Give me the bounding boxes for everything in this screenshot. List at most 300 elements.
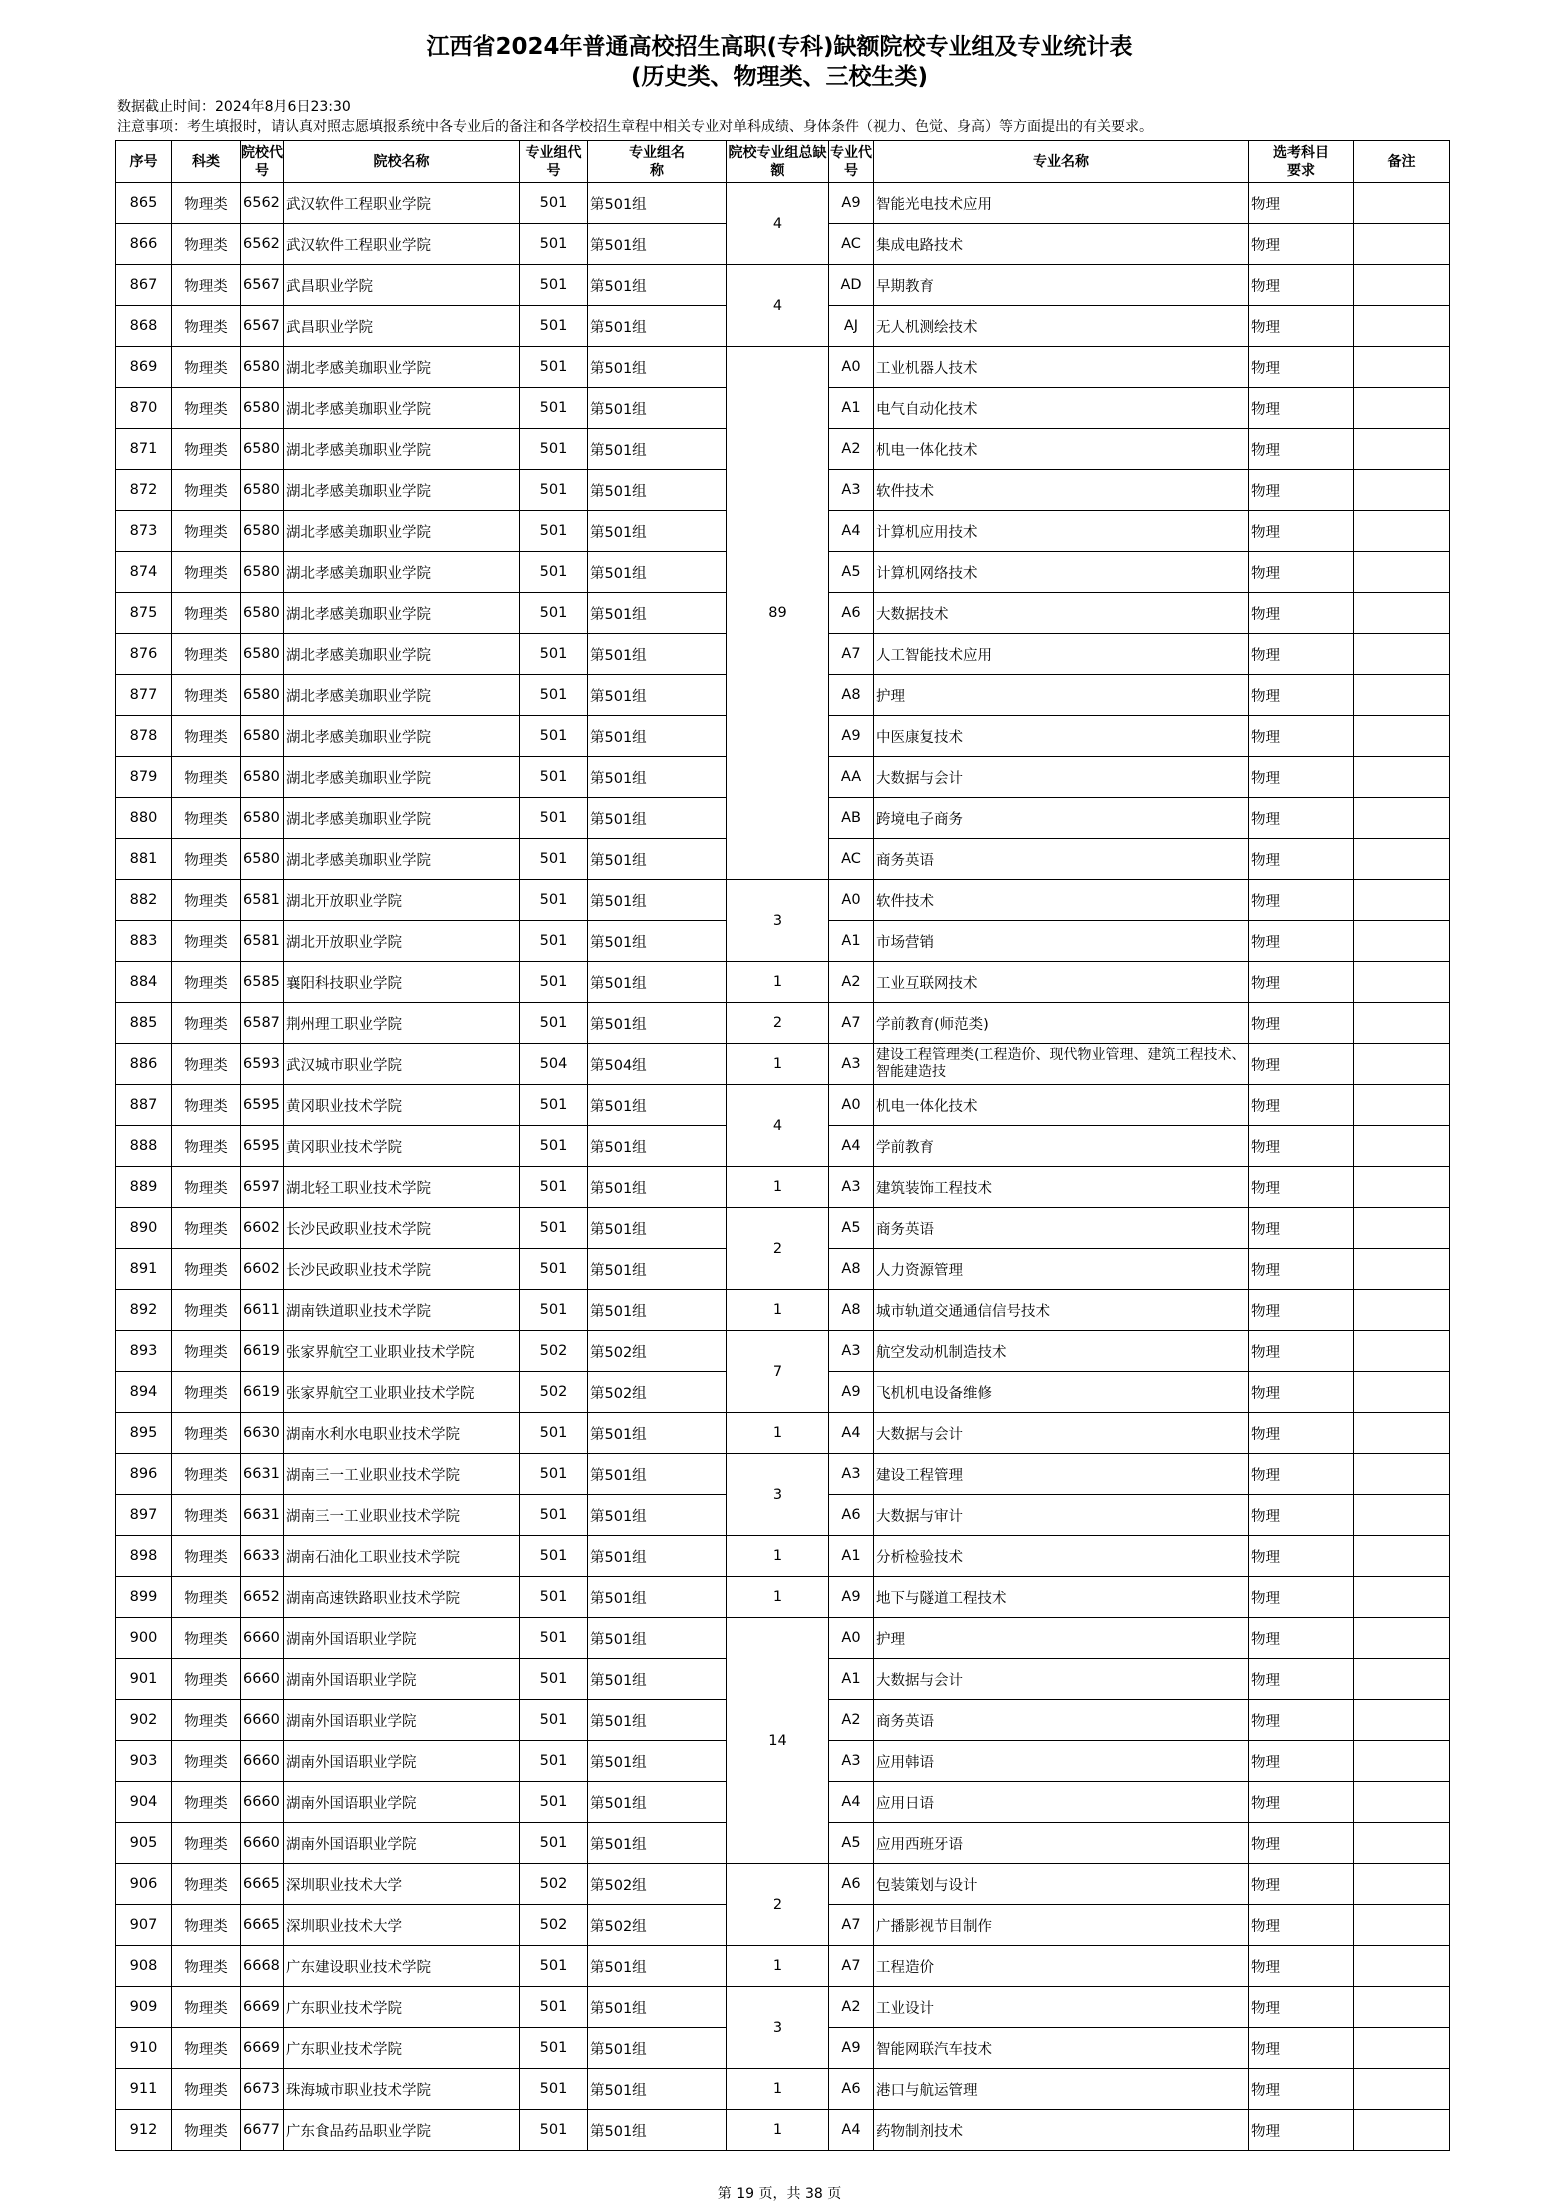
- cell-seq: 877: [116, 675, 172, 716]
- cell-seq: 899: [116, 1577, 172, 1618]
- cell-remarks: [1354, 1536, 1450, 1577]
- cell-group-name: 第501组: [588, 265, 727, 306]
- cell-major-code: A2: [829, 962, 874, 1003]
- cell-major-name: 无人机测绘技术: [874, 306, 1249, 347]
- table-row: [116, 1618, 1450, 1659]
- cell-subject-req: 物理: [1249, 1864, 1354, 1905]
- cell-school-code: 6562: [241, 183, 284, 224]
- cell-major-name: 商务英语: [874, 1208, 1249, 1249]
- cell-remarks: [1354, 2028, 1450, 2069]
- cell-vacancy: 2: [727, 1864, 829, 1946]
- cell-category: 物理类: [172, 593, 241, 634]
- cell-group-name: 第501组: [588, 1290, 727, 1331]
- cell-subject-req: 物理: [1249, 1905, 1354, 1946]
- cell-major-code: A9: [829, 183, 874, 224]
- cell-group-code: 502: [520, 1372, 588, 1413]
- cell-vacancy: 1: [727, 1044, 829, 1085]
- cell-group-code: 501: [520, 716, 588, 757]
- cell-group-name: 第501组: [588, 1782, 727, 1823]
- cell-major-code: A3: [829, 470, 874, 511]
- cell-school-code: 6567: [241, 265, 284, 306]
- cell-group-name: 第501组: [588, 1618, 727, 1659]
- cell-group-code: 501: [520, 552, 588, 593]
- cell-category: 物理类: [172, 306, 241, 347]
- cell-school-code: 6660: [241, 1823, 284, 1864]
- cell-group-name: 第501组: [588, 1700, 727, 1741]
- cell-subject-req: 物理: [1249, 1946, 1354, 1987]
- cell-group-name: 第504组: [588, 1044, 727, 1085]
- cell-subject-req: 物理: [1249, 1577, 1354, 1618]
- cell-subject-req: 物理: [1249, 1987, 1354, 2028]
- table-row: [116, 2069, 1450, 2110]
- cell-school-code: 6567: [241, 306, 284, 347]
- cell-major-name: 商务英语: [874, 1700, 1249, 1741]
- cell-remarks: [1354, 306, 1450, 347]
- cell-school-code: 6660: [241, 1741, 284, 1782]
- cell-vacancy: 4: [727, 183, 829, 265]
- cell-major-code: AD: [829, 265, 874, 306]
- cell-subject-req: 物理: [1249, 2028, 1354, 2069]
- cell-group-name: 第501组: [588, 1946, 727, 1987]
- cell-group-name: 第502组: [588, 1905, 727, 1946]
- cell-seq: 901: [116, 1659, 172, 1700]
- cell-subject-req: 物理: [1249, 1413, 1354, 1454]
- cell-vacancy: 3: [727, 880, 829, 962]
- cell-remarks: [1354, 757, 1450, 798]
- cell-group-code: 501: [520, 634, 588, 675]
- cell-remarks: [1354, 1413, 1450, 1454]
- cell-subject-req: 物理: [1249, 880, 1354, 921]
- cell-major-code: A4: [829, 1126, 874, 1167]
- cell-school-code: 6580: [241, 675, 284, 716]
- cell-group-code: 501: [520, 183, 588, 224]
- cell-group-code: 501: [520, 224, 588, 265]
- cell-group-code: 501: [520, 1987, 588, 2028]
- cell-seq: 903: [116, 1741, 172, 1782]
- cell-remarks: [1354, 347, 1450, 388]
- cell-school-name: 广东建设职业技术学院: [284, 1946, 520, 1987]
- page-footer: 第 19 页，共 38 页: [717, 2186, 842, 2202]
- cell-school-name: 湖北孝感美珈职业学院: [284, 839, 520, 880]
- cell-subject-req: 物理: [1249, 1208, 1354, 1249]
- cell-subject-req: 物理: [1249, 1823, 1354, 1864]
- cell-major-code: A1: [829, 1536, 874, 1577]
- cell-major-code: A7: [829, 634, 874, 675]
- cell-group-code: 501: [520, 757, 588, 798]
- cell-seq: 896: [116, 1454, 172, 1495]
- table-row: [116, 1167, 1450, 1208]
- cell-major-name: 跨境电子商务: [874, 798, 1249, 839]
- cell-remarks: [1354, 1495, 1450, 1536]
- cell-major-name: 机电一体化技术: [874, 429, 1249, 470]
- cell-seq: 898: [116, 1536, 172, 1577]
- header-remarks: 备注: [1354, 141, 1450, 183]
- cell-school-code: 6669: [241, 1987, 284, 2028]
- cell-group-name: 第501组: [588, 347, 727, 388]
- cell-major-code: A6: [829, 2069, 874, 2110]
- cell-school-name: 湖北孝感美珈职业学院: [284, 552, 520, 593]
- cell-group-name: 第501组: [588, 675, 727, 716]
- cell-school-code: 6669: [241, 2028, 284, 2069]
- cell-seq: 906: [116, 1864, 172, 1905]
- cell-vacancy: 2: [727, 1003, 829, 1044]
- cell-major-code: A4: [829, 511, 874, 552]
- cell-major-code: A6: [829, 593, 874, 634]
- cell-seq: 873: [116, 511, 172, 552]
- cell-major-name: 软件技术: [874, 880, 1249, 921]
- cell-school-code: 6611: [241, 1290, 284, 1331]
- cell-group-code: 501: [520, 388, 588, 429]
- cell-group-name: 第501组: [588, 1249, 727, 1290]
- cell-school-name: 湖南铁道职业技术学院: [284, 1290, 520, 1331]
- cell-group-code: 501: [520, 1208, 588, 1249]
- cell-major-code: A1: [829, 1659, 874, 1700]
- cell-school-name: 武昌职业学院: [284, 306, 520, 347]
- notice-text: 注意事项：考生填报时，请认真对照志愿填报系统中各专业后的备注和各学校招生章程中相关专业对单科成绩、身体条件（视力、色觉、身高）等方面提出的有关要求。: [117, 119, 1153, 135]
- cell-seq: 897: [116, 1495, 172, 1536]
- cell-subject-req: 物理: [1249, 757, 1354, 798]
- cell-major-name: 应用西班牙语: [874, 1823, 1249, 1864]
- cell-group-name: 第501组: [588, 880, 727, 921]
- cell-school-name: 湖北开放职业学院: [284, 880, 520, 921]
- header-vacancy: 院校专业组总缺额: [727, 141, 829, 183]
- cell-school-name: 珠海城市职业技术学院: [284, 2069, 520, 2110]
- header-group-code: 专业组代号: [520, 141, 588, 183]
- cell-school-code: 6660: [241, 1659, 284, 1700]
- cell-school-code: 6665: [241, 1905, 284, 1946]
- cell-major-name: 工业互联网技术: [874, 962, 1249, 1003]
- cell-remarks: [1354, 962, 1450, 1003]
- cell-remarks: [1354, 1946, 1450, 1987]
- cell-seq: 882: [116, 880, 172, 921]
- cell-seq: 895: [116, 1413, 172, 1454]
- cell-category: 物理类: [172, 511, 241, 552]
- cell-category: 物理类: [172, 634, 241, 675]
- table-row: [116, 265, 1450, 306]
- table-row: [116, 2110, 1450, 2151]
- cell-school-name: 长沙民政职业技术学院: [284, 1208, 520, 1249]
- cell-major-code: AB: [829, 798, 874, 839]
- cell-school-code: 6631: [241, 1454, 284, 1495]
- cell-remarks: [1354, 675, 1450, 716]
- cell-group-code: 501: [520, 1126, 588, 1167]
- cell-subject-req: 物理: [1249, 1126, 1354, 1167]
- cell-group-code: 502: [520, 1331, 588, 1372]
- cell-group-name: 第501组: [588, 1167, 727, 1208]
- cell-group-name: 第501组: [588, 1577, 727, 1618]
- table-row: [116, 183, 1450, 224]
- cell-category: 物理类: [172, 675, 241, 716]
- cell-subject-req: 物理: [1249, 634, 1354, 675]
- cell-category: 物理类: [172, 429, 241, 470]
- cell-major-code: A0: [829, 347, 874, 388]
- header-major-name: 专业名称: [874, 141, 1249, 183]
- cell-school-code: 6580: [241, 593, 284, 634]
- cell-seq: 867: [116, 265, 172, 306]
- cell-seq: 875: [116, 593, 172, 634]
- header-group-name: 专业组名称: [588, 141, 727, 183]
- cell-seq: 866: [116, 224, 172, 265]
- cell-major-name: 大数据与会计: [874, 757, 1249, 798]
- cell-school-code: 6580: [241, 716, 284, 757]
- cell-subject-req: 物理: [1249, 1331, 1354, 1372]
- cell-category: 物理类: [172, 798, 241, 839]
- cell-school-name: 广东食品药品职业学院: [284, 2110, 520, 2151]
- cell-major-name: 大数据与会计: [874, 1659, 1249, 1700]
- cell-category: 物理类: [172, 1331, 241, 1372]
- cell-group-code: 501: [520, 1003, 588, 1044]
- cell-remarks: [1354, 593, 1450, 634]
- cell-remarks: [1354, 470, 1450, 511]
- cell-group-name: 第501组: [588, 2028, 727, 2069]
- cell-major-name: 学前教育: [874, 1126, 1249, 1167]
- cell-remarks: [1354, 1249, 1450, 1290]
- cell-school-name: 湖北孝感美珈职业学院: [284, 347, 520, 388]
- cell-seq: 869: [116, 347, 172, 388]
- table-row: [116, 347, 1450, 388]
- cell-seq: 911: [116, 2069, 172, 2110]
- cell-category: 物理类: [172, 470, 241, 511]
- cell-subject-req: 物理: [1249, 1454, 1354, 1495]
- cell-seq: 888: [116, 1126, 172, 1167]
- cell-major-code: A6: [829, 1864, 874, 1905]
- cell-major-code: A5: [829, 1208, 874, 1249]
- cell-major-code: A8: [829, 1290, 874, 1331]
- cell-group-name: 第501组: [588, 716, 727, 757]
- cell-group-code: 501: [520, 798, 588, 839]
- table-row: [116, 1536, 1450, 1577]
- cell-seq: 907: [116, 1905, 172, 1946]
- cell-major-name: 人工智能技术应用: [874, 634, 1249, 675]
- cell-remarks: [1354, 265, 1450, 306]
- cell-vacancy: 7: [727, 1331, 829, 1413]
- cell-group-code: 501: [520, 2110, 588, 2151]
- cell-group-name: 第501组: [588, 306, 727, 347]
- cell-group-code: 501: [520, 1659, 588, 1700]
- cell-school-name: 张家界航空工业职业技术学院: [284, 1372, 520, 1413]
- cell-group-name: 第501组: [588, 388, 727, 429]
- cell-major-name: 工程造价: [874, 1946, 1249, 1987]
- table-row: [116, 1454, 1450, 1495]
- table-row: [116, 1331, 1450, 1372]
- cell-major-code: A1: [829, 388, 874, 429]
- cell-school-code: 6597: [241, 1167, 284, 1208]
- cell-group-code: 501: [520, 1536, 588, 1577]
- cell-school-name: 湖南水利水电职业技术学院: [284, 1413, 520, 1454]
- cell-seq: 879: [116, 757, 172, 798]
- cell-category: 物理类: [172, 1946, 241, 1987]
- cell-major-code: A3: [829, 1331, 874, 1372]
- cell-group-name: 第501组: [588, 1536, 727, 1577]
- cell-school-code: 6660: [241, 1700, 284, 1741]
- cell-major-name: 城市轨道交通通信信号技术: [874, 1290, 1249, 1331]
- cell-vacancy: 1: [727, 1536, 829, 1577]
- cell-category: 物理类: [172, 1782, 241, 1823]
- cell-remarks: [1354, 2069, 1450, 2110]
- cell-school-code: 6668: [241, 1946, 284, 1987]
- cell-major-code: A9: [829, 716, 874, 757]
- cell-school-code: 6630: [241, 1413, 284, 1454]
- cell-group-code: 501: [520, 1454, 588, 1495]
- cell-remarks: [1354, 1044, 1450, 1085]
- cell-category: 物理类: [172, 921, 241, 962]
- cell-school-name: 湖南外国语职业学院: [284, 1659, 520, 1700]
- cell-group-name: 第501组: [588, 1823, 727, 1864]
- cell-subject-req: 物理: [1249, 1372, 1354, 1413]
- cell-group-code: 501: [520, 429, 588, 470]
- cell-group-code: 501: [520, 1167, 588, 1208]
- cell-major-code: AJ: [829, 306, 874, 347]
- cell-school-name: 武汉城市职业学院: [284, 1044, 520, 1085]
- cell-category: 物理类: [172, 388, 241, 429]
- vacancy-table: [115, 140, 1450, 2151]
- cell-remarks: [1354, 1454, 1450, 1495]
- cell-seq: 908: [116, 1946, 172, 1987]
- cell-group-code: 501: [520, 880, 588, 921]
- cell-category: 物理类: [172, 1249, 241, 1290]
- table-row: [116, 1864, 1450, 1905]
- cell-major-name: 智能光电技术应用: [874, 183, 1249, 224]
- cell-school-code: 6581: [241, 921, 284, 962]
- cell-subject-req: 物理: [1249, 1495, 1354, 1536]
- cell-school-code: 6580: [241, 511, 284, 552]
- cell-major-name: 航空发动机制造技术: [874, 1331, 1249, 1372]
- cell-group-code: 501: [520, 1413, 588, 1454]
- cell-subject-req: 物理: [1249, 265, 1354, 306]
- cell-major-code: A3: [829, 1741, 874, 1782]
- cell-remarks: [1354, 224, 1450, 265]
- cell-vacancy: 14: [727, 1618, 829, 1864]
- cell-major-code: AC: [829, 839, 874, 880]
- table-row: [116, 962, 1450, 1003]
- cell-group-code: 501: [520, 1782, 588, 1823]
- cell-group-name: 第501组: [588, 183, 727, 224]
- cell-remarks: [1354, 1864, 1450, 1905]
- cell-group-name: 第501组: [588, 593, 727, 634]
- cell-group-code: 501: [520, 1577, 588, 1618]
- cell-vacancy: 1: [727, 1167, 829, 1208]
- cell-remarks: [1354, 1208, 1450, 1249]
- cell-subject-req: 物理: [1249, 1249, 1354, 1290]
- cell-major-name: 分析检验技术: [874, 1536, 1249, 1577]
- cell-subject-req: 物理: [1249, 1003, 1354, 1044]
- cell-subject-req: 物理: [1249, 1167, 1354, 1208]
- cell-seq: 894: [116, 1372, 172, 1413]
- cell-major-name: 商务英语: [874, 839, 1249, 880]
- header-seq: 序号: [116, 141, 172, 183]
- cell-remarks: [1354, 716, 1450, 757]
- cell-group-name: 第502组: [588, 1864, 727, 1905]
- cell-school-code: 6580: [241, 388, 284, 429]
- cell-vacancy: 1: [727, 1946, 829, 1987]
- cell-school-code: 6677: [241, 2110, 284, 2151]
- cell-school-code: 6602: [241, 1249, 284, 1290]
- cell-category: 物理类: [172, 1290, 241, 1331]
- cell-major-name: 护理: [874, 675, 1249, 716]
- cell-major-code: A4: [829, 2110, 874, 2151]
- cell-category: 物理类: [172, 757, 241, 798]
- cell-major-name: 工业设计: [874, 1987, 1249, 2028]
- cell-subject-req: 物理: [1249, 962, 1354, 1003]
- cell-school-name: 湖南外国语职业学院: [284, 1700, 520, 1741]
- cell-remarks: [1354, 839, 1450, 880]
- cell-major-name: 学前教育(师范类): [874, 1003, 1249, 1044]
- cell-school-code: 6619: [241, 1331, 284, 1372]
- cell-major-name: 大数据与审计: [874, 1495, 1249, 1536]
- cell-major-code: A5: [829, 552, 874, 593]
- cell-group-name: 第501组: [588, 1495, 727, 1536]
- cell-remarks: [1354, 880, 1450, 921]
- cell-subject-req: 物理: [1249, 1741, 1354, 1782]
- cell-remarks: [1354, 1167, 1450, 1208]
- cell-category: 物理类: [172, 552, 241, 593]
- cell-major-code: A3: [829, 1044, 874, 1085]
- cell-category: 物理类: [172, 1536, 241, 1577]
- cell-subject-req: 物理: [1249, 552, 1354, 593]
- cell-category: 物理类: [172, 2110, 241, 2151]
- cell-category: 物理类: [172, 1618, 241, 1659]
- table-row: [116, 1413, 1450, 1454]
- cell-remarks: [1354, 511, 1450, 552]
- cell-major-name: 中医康复技术: [874, 716, 1249, 757]
- cell-group-code: 504: [520, 1044, 588, 1085]
- cell-group-name: 第501组: [588, 634, 727, 675]
- cell-category: 物理类: [172, 1167, 241, 1208]
- cell-major-code: A2: [829, 1987, 874, 2028]
- cell-seq: 905: [116, 1823, 172, 1864]
- cell-vacancy: 1: [727, 2069, 829, 2110]
- cell-group-name: 第501组: [588, 962, 727, 1003]
- cell-group-code: 502: [520, 1864, 588, 1905]
- cell-school-name: 湖北轻工职业技术学院: [284, 1167, 520, 1208]
- cell-school-code: 6593: [241, 1044, 284, 1085]
- cell-subject-req: 物理: [1249, 347, 1354, 388]
- cell-seq: 892: [116, 1290, 172, 1331]
- cell-group-code: 501: [520, 1618, 588, 1659]
- cell-remarks: [1354, 1126, 1450, 1167]
- cell-major-code: A3: [829, 1454, 874, 1495]
- cell-school-code: 6633: [241, 1536, 284, 1577]
- cell-seq: 887: [116, 1085, 172, 1126]
- cell-school-name: 襄阳科技职业学院: [284, 962, 520, 1003]
- cell-subject-req: 物理: [1249, 675, 1354, 716]
- cell-school-name: 武汉软件工程职业学院: [284, 224, 520, 265]
- cell-remarks: [1354, 634, 1450, 675]
- cell-school-code: 6562: [241, 224, 284, 265]
- cell-group-name: 第501组: [588, 224, 727, 265]
- cell-category: 物理类: [172, 1823, 241, 1864]
- cell-seq: 874: [116, 552, 172, 593]
- cell-seq: 865: [116, 183, 172, 224]
- cell-subject-req: 物理: [1249, 1085, 1354, 1126]
- cell-school-code: 6660: [241, 1618, 284, 1659]
- cell-remarks: [1354, 1700, 1450, 1741]
- cell-major-name: 人力资源管理: [874, 1249, 1249, 1290]
- cell-major-name: 药物制剂技术: [874, 2110, 1249, 2151]
- cell-category: 物理类: [172, 839, 241, 880]
- cell-group-code: 501: [520, 1700, 588, 1741]
- cell-category: 物理类: [172, 2069, 241, 2110]
- cell-group-name: 第501组: [588, 1085, 727, 1126]
- cell-group-code: 501: [520, 1741, 588, 1782]
- cell-group-code: 501: [520, 470, 588, 511]
- cell-remarks: [1354, 429, 1450, 470]
- header-major-code: 专业代号: [829, 141, 874, 183]
- cell-category: 物理类: [172, 1577, 241, 1618]
- cell-school-code: 6587: [241, 1003, 284, 1044]
- page-title: 江西省2024年普通高校招生高职(专科)缺额院校专业组及专业统计表: [426, 34, 1133, 60]
- cell-remarks: [1354, 1003, 1450, 1044]
